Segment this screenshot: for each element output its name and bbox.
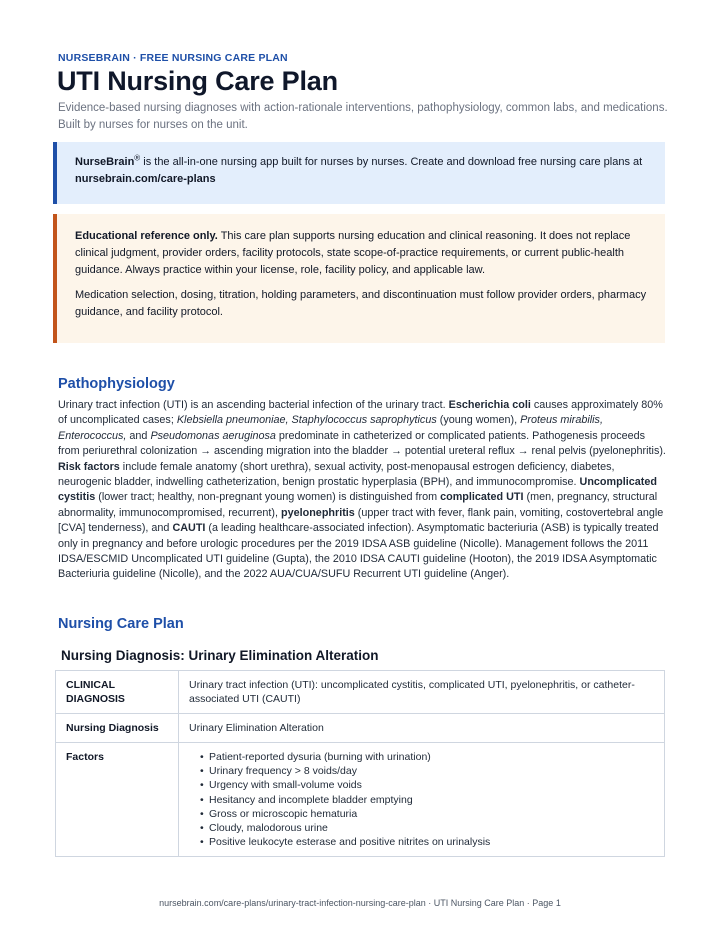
clinical-diagnosis-value: Urinary tract infection (UTI): uncomplicated cystitis, complicated UTI, pyelonephritis, or catheter-associated UTI (CAUTI) xyxy=(179,671,665,714)
nursing-diagnosis-value: Urinary Elimination Alteration xyxy=(179,714,665,743)
disclaimer-text xyxy=(75,228,647,279)
patho-bold: Risk factors xyxy=(58,460,120,473)
patho-run: and xyxy=(126,429,151,442)
factors-label: Factors xyxy=(56,743,179,857)
table-row xyxy=(56,743,665,857)
patho-bold: CAUTI xyxy=(172,522,206,535)
patho-run: (a leading healthcare-associated infection). Asymptomatic bacteriuria (ASB) is typically treated only in pregnancy and before urologic procedures per the 2019 IDSA ASB guideline (Nicolle). Management follows the 2011 IDSA/ESCMID Uncomplicated UTI guideline (Gupta), the 2010 IDSA CAUTI guideline (Hooton), the 2019 IDSA Asymptomatic Bacteriuria guideline (Nicolle), and the 2022 AUA/CUA/SUFU Recurrent UTI guideline (Anger). xyxy=(58,522,659,581)
eyebrow-label: NURSEBRAIN · FREE NURSING CARE PLAN xyxy=(58,52,288,64)
disclaimer-body: This care plan supports nursing education and clinical reasoning. It does not replace clinical judgment, provider orders, facility protocols, state scope-of-practice requirements, or current public-health guidance. Always practice within your license, role, facility policy, and applicable law. xyxy=(75,230,631,276)
factors-cell xyxy=(179,743,665,857)
promo-body: is the all-in-one nursing app built for nurses by nurses. Create and download free nursing care plans at xyxy=(140,156,643,168)
disclaimer-callout xyxy=(53,214,665,343)
list-item: • Urgency with small-volume voids xyxy=(209,778,654,792)
list-item: • Positive leukocyte esterase and positive nitrites on urinalysis xyxy=(209,835,654,849)
factors-list xyxy=(189,750,654,849)
list-item: • Patient-reported dysuria (burning with urination) xyxy=(209,750,654,764)
patho-run: predominate in catheterized or complicated patients. Pathogenesis proceeds from periurethral colonization → ascending migration into the bladder → potential ureteral reflux → renal pelvis (pyelonephritis). xyxy=(58,429,666,458)
table-row xyxy=(56,714,665,743)
promo-link[interactable]: nursebrain.com/care-plans xyxy=(75,173,216,185)
care-plan-table xyxy=(55,670,665,857)
nursing-diagnosis-heading: Nursing Diagnosis: Urinary Elimination Alteration xyxy=(61,648,379,663)
patho-italic: Proteus mirabilis, Enterococcus, xyxy=(58,414,603,442)
pathophysiology-text xyxy=(58,398,666,583)
list-item: • Hesitancy and incomplete bladder emptying xyxy=(209,793,654,807)
clinical-diagnosis-label: CLINICAL DIAGNOSIS xyxy=(56,671,179,714)
page-subtitle: Evidence-based nursing diagnoses with action-rationale interventions, pathophysiology, common labs, and medications. Built by nurses for nurses on the unit. xyxy=(58,102,668,131)
patho-bold: pyelonephritis xyxy=(281,506,355,519)
list-item: • Urinary frequency > 8 voids/day xyxy=(209,764,654,778)
list-item: • Gross or microscopic hematuria xyxy=(209,807,654,821)
page-title: UTI Nursing Care Plan xyxy=(57,66,338,96)
patho-run: include female anatomy (short urethra), sexual activity, post-menopausal estrogen deficiency, diabetes, neurogenic bladder, indwelling catheterization, benign prostatic hyperplasia (BPH), and immunocompromise. xyxy=(58,460,615,489)
promo-brand: NurseBrain xyxy=(75,156,135,168)
patho-run: causes approximately 80% of uncomplicated cases; xyxy=(58,399,663,427)
patho-run: (men, pregnancy, structural abnormality, immunocompromised, recurrent), xyxy=(58,491,658,519)
pathophysiology-heading: Pathophysiology xyxy=(58,376,175,392)
registered-mark: ® xyxy=(134,153,141,163)
nursing-care-plan-heading: Nursing Care Plan xyxy=(58,616,184,632)
patho-run: (young women), xyxy=(436,414,521,427)
patho-bold: complicated UTI xyxy=(440,491,524,504)
nursing-diagnosis-label: Nursing Diagnosis xyxy=(56,714,179,743)
promo-callout xyxy=(53,142,665,204)
patho-bold: Uncomplicated cystitis xyxy=(58,476,657,504)
promo-text xyxy=(75,154,647,188)
medication-note: Medication selection, dosing, titration, holding parameters, and discontinuation must follow provider orders, pharmacy guidance, and facility protocol. xyxy=(75,289,647,318)
patho-run: (upper tract with fever, flank pain, vomiting, costovertebral angle [CVA] tenderness), and xyxy=(58,506,664,535)
page-footer: nursebrain.com/care-plans/urinary-tract-infection-nursing-care-plan · UTI Nursing Care Plan · Page 1 xyxy=(159,898,561,908)
patho-italic: Pseudomonas aeruginosa xyxy=(150,429,276,442)
table-row xyxy=(56,671,665,714)
patho-bold: Escherichia coli xyxy=(448,399,531,411)
patho-run: (lower tract; healthy, non-pregnant young women) is distinguished from xyxy=(95,491,441,504)
patho-run: Urinary tract infection (UTI) is an ascending bacterial infection of the urinary tract. xyxy=(58,399,449,411)
list-item: • Cloudy, malodorous urine xyxy=(209,821,654,835)
disclaimer-lead: Educational reference only. xyxy=(75,230,218,242)
patho-italic: Klebsiella pneumoniae, Staphylococcus saprophyticus xyxy=(176,414,437,427)
